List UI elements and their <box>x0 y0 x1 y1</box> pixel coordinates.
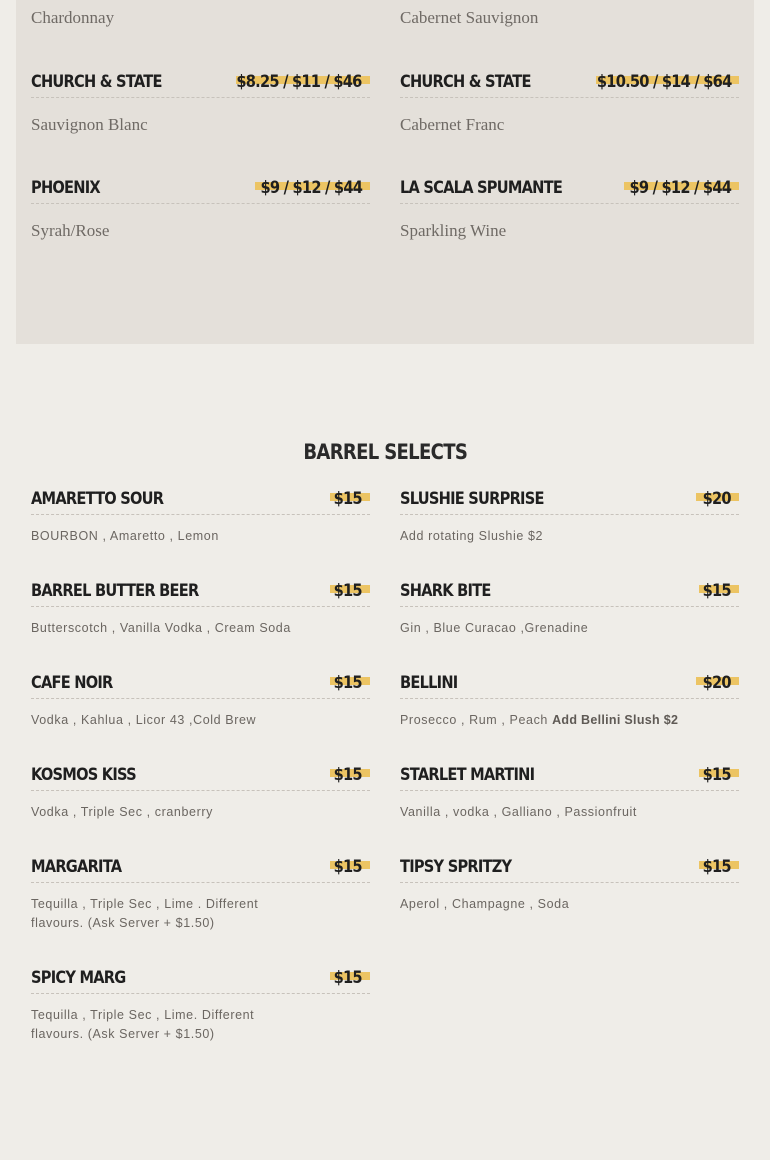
item-name: CHURCH & STATE <box>400 72 531 92</box>
item-price: $20 <box>702 489 731 509</box>
wine-varietal: Syrah/Rose <box>31 221 110 240</box>
item-description: Vodka , Kahlua , Licor 43 ,Cold Brew <box>31 713 257 727</box>
wine-item <box>31 177 370 204</box>
item-description: Tequilla , Triple Sec , Lime . Different flavours. (Ask Server + $1.50) <box>31 897 259 930</box>
item-price: $9 / $12 / $44 <box>629 178 731 198</box>
menu-item <box>400 764 739 791</box>
item-price: $15 <box>702 857 731 877</box>
item-name: SLUSHIE SURPRISE <box>400 489 544 509</box>
item-name: SPICY MARG <box>31 968 126 988</box>
item-description: Prosecco , Rum , Peach Add Bellini Slush $2 <box>400 713 679 727</box>
item-name: AMARETTO SOUR <box>31 489 164 509</box>
item-price: $15 <box>333 489 362 509</box>
wine-item <box>400 71 739 98</box>
item-price: $10.50 / $14 / $64 <box>596 72 731 92</box>
item-price: $15 <box>702 581 731 601</box>
section-title: BARREL SELECTS <box>303 440 467 464</box>
item-name: BELLINI <box>400 673 458 693</box>
item-price: $9 / $12 / $44 <box>260 178 362 198</box>
item-description: Gin , Blue Curacao ,Grenadine <box>400 621 589 635</box>
wine-item <box>31 71 370 98</box>
item-price: $8.25 / $11 / $46 <box>236 72 362 92</box>
item-name: MARGARITA <box>31 857 122 877</box>
menu-item <box>400 856 739 883</box>
wine-list-panel <box>16 0 754 344</box>
item-price: $15 <box>333 857 362 877</box>
item-name: BARREL BUTTER BEER <box>31 581 199 601</box>
wine-varietal: Sparkling Wine <box>400 221 507 240</box>
wine-varietal: Cabernet Franc <box>400 115 505 134</box>
menu-item <box>400 672 739 699</box>
item-description: BOURBON , Amaretto , Lemon <box>31 529 219 543</box>
wine-varietal: Cabernet Sauvignon <box>400 8 539 27</box>
menu-item <box>31 967 370 994</box>
item-name: SHARK BITE <box>400 581 491 601</box>
wine-varietal: Sauvignon Blanc <box>31 115 148 134</box>
menu-item <box>31 856 370 883</box>
item-description: Tequilla , Triple Sec , Lime. Different flavours. (Ask Server + $1.50) <box>31 1008 255 1041</box>
wine-varietal: Chardonnay <box>31 8 115 27</box>
item-description: Butterscotch , Vanilla Vodka , Cream Soda <box>31 621 291 635</box>
item-name: LA SCALA SPUMANTE <box>400 178 563 198</box>
menu-item <box>31 764 370 791</box>
menu-item <box>400 580 739 607</box>
item-price: $15 <box>333 581 362 601</box>
bellini-slush-addon: Add Bellini Slush $2 <box>552 713 679 727</box>
item-price: $15 <box>333 673 362 693</box>
item-description: Vanilla , vodka , Galliano , Passionfruit <box>400 805 637 819</box>
item-price: $15 <box>333 765 362 785</box>
item-price: $15 <box>702 765 731 785</box>
menu-item <box>400 488 739 515</box>
item-description: Vodka , Triple Sec , cranberry <box>31 805 213 819</box>
item-name: STARLET MARTINI <box>400 765 535 785</box>
menu-item <box>31 672 370 699</box>
item-price: $15 <box>333 968 362 988</box>
wine-item <box>400 177 739 204</box>
item-name: TIPSY SPRITZY <box>400 857 512 877</box>
item-name: KOSMOS KISS <box>31 765 136 785</box>
item-name: PHOENIX <box>31 178 100 198</box>
menu-item <box>31 488 370 515</box>
item-description: Aperol , Champagne , Soda <box>400 897 570 911</box>
item-price: $20 <box>702 673 731 693</box>
item-description: Add rotating Slushie $2 <box>400 529 544 543</box>
item-name: CHURCH & STATE <box>31 72 162 92</box>
menu-item <box>31 580 370 607</box>
item-name: CAFE NOIR <box>31 673 113 693</box>
